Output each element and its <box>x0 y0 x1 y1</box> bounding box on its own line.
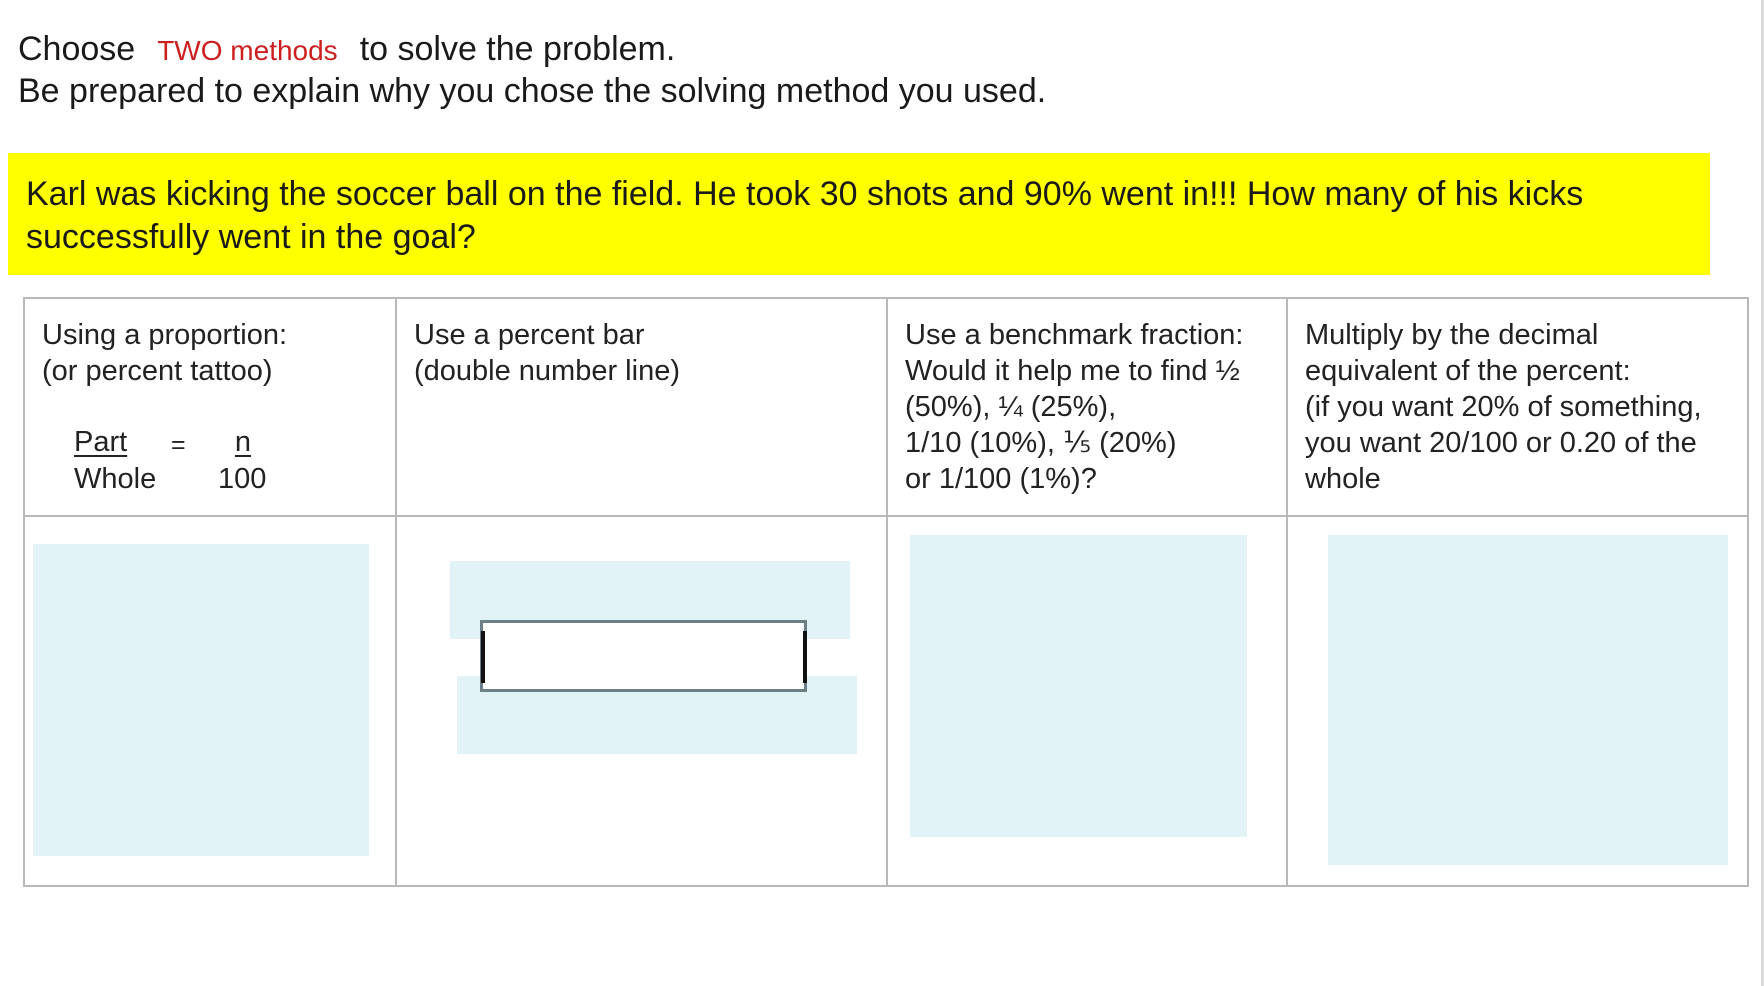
proportion-answer-box[interactable] <box>33 544 369 856</box>
fraction-n-numerator: n <box>234 426 252 458</box>
instruction-choose-text: Choose <box>18 30 136 68</box>
method-proportion-label <box>42 317 287 389</box>
percent-bar-left-end <box>481 631 485 683</box>
header-row-divider <box>25 515 1747 517</box>
method-percent-bar-line: Use a percent bar <box>414 319 645 351</box>
method-percent-bar-line: (double number line) <box>414 355 680 387</box>
instruction-line-1 <box>18 28 675 72</box>
method-proportion-line: Using a proportion: <box>42 319 288 351</box>
instruction-line-2: Be prepared to explain why you chose the solving method you used. <box>18 72 1047 110</box>
method-percent-bar-label <box>414 317 680 389</box>
percent-bar-right-end <box>803 631 807 683</box>
method-decimal-line: you want 20/100 or 0.20 of the <box>1305 427 1697 459</box>
method-benchmark-line: or 1/100 (1%)? <box>905 463 1097 495</box>
column-divider-2 <box>886 299 888 885</box>
two-methods-highlight: TWO methods <box>157 35 338 66</box>
methods-table <box>23 297 1749 887</box>
method-decimal-line: (if you want 20% of something, <box>1305 391 1702 423</box>
method-decimal-label <box>1305 317 1702 497</box>
column-divider-3 <box>1286 299 1288 885</box>
fraction-equals-sign: = <box>171 431 186 459</box>
column-divider-1 <box>395 299 397 885</box>
method-decimal-line: equivalent of the percent: <box>1305 355 1631 387</box>
method-decimal-line: Multiply by the decimal <box>1305 319 1599 351</box>
method-benchmark-line: Would it help me to find ½ <box>905 355 1240 387</box>
method-benchmark-line: Use a benchmark fraction: <box>905 319 1244 351</box>
decimal-answer-box[interactable] <box>1328 535 1728 865</box>
percent-bar-rectangle[interactable] <box>480 620 807 692</box>
problem-statement-box: Karl was kicking the soccer ball on the field. He took 30 shots and 90% went in!!! How many of his kicks successfully went in the goal? <box>8 153 1710 275</box>
method-benchmark-line: 1/10 (10%), ⅕ (20%) <box>905 427 1177 459</box>
fraction-100-denominator: 100 <box>218 463 267 495</box>
fraction-part-numerator: Part <box>74 426 128 458</box>
method-benchmark-label <box>905 317 1243 497</box>
method-benchmark-line: (50%), ¼ (25%), <box>905 391 1117 423</box>
fraction-whole-denominator: Whole <box>74 463 157 495</box>
benchmark-answer-box[interactable] <box>910 535 1247 837</box>
method-decimal-line: whole <box>1305 463 1381 495</box>
instruction-solve-text: to solve the problem. <box>359 30 676 68</box>
method-proportion-line: (or percent tattoo) <box>42 355 273 387</box>
